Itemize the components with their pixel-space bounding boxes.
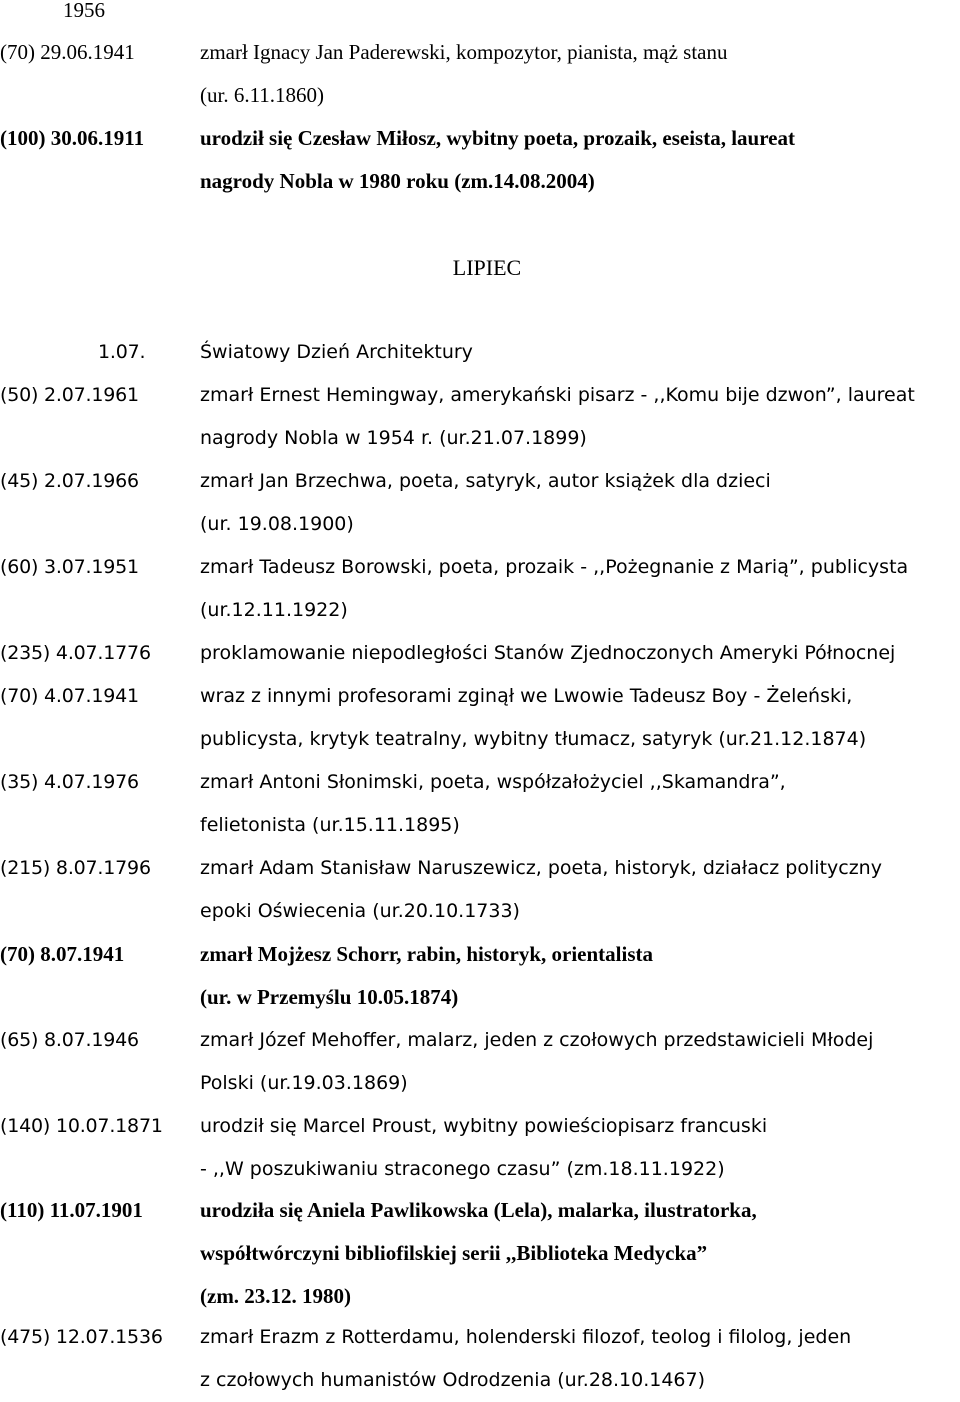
- entry-date: (70) 29.06.1941: [0, 40, 135, 64]
- entry-line: publicysta, krytyk teatralny, wybitny tłumacz, satyryk (ur.21.12.1874): [200, 728, 867, 750]
- entry-line: zmarł Tadeusz Borowski, poeta, prozaik - ,,Pożegnanie z Marią”, publicysta: [200, 556, 909, 578]
- entry-line: Światowy Dzień Architektury: [200, 341, 473, 363]
- entry-description: [200, 632, 960, 675]
- entry-date: (35) 4.07.1976: [0, 771, 139, 793]
- entry-date: (215) 8.07.1796: [0, 857, 151, 879]
- entry-date: (100) 30.06.1911: [0, 126, 145, 150]
- entry-line: urodził się Czesław Miłosz, wybitny poeta, prozaik, eseista, laureat: [200, 126, 795, 150]
- entry-description: [200, 1316, 960, 1402]
- entry-line: epoki Oświecenia (ur.20.10.1733): [200, 900, 520, 922]
- entry-line: - ,,W poszukiwaniu straconego czasu” (zm.18.11.1922): [200, 1158, 725, 1180]
- entry-line: Polski (ur.19.03.1869): [200, 1072, 408, 1094]
- entry-description: [200, 374, 960, 460]
- entry-line: zmarł Adam Stanisław Naruszewicz, poeta, historyk, działacz polityczny: [200, 857, 882, 879]
- entry-description: [200, 546, 960, 632]
- entry-line: zmarł Jan Brzechwa, poeta, satyryk, autor książek dla dzieci: [200, 470, 771, 492]
- entry-date: (65) 8.07.1946: [0, 1029, 139, 1051]
- entry-line: (ur. 6.11.1860): [200, 83, 325, 107]
- document-page: 1956 (70) 29.06.1941 zmarł Ignacy Jan Paderewski, kompozytor, pianista, mąż stanu (ur. 6.11.1860) (100) 30.06.1911 urodził się Czesław Miłosz, wybitny poeta, prozaik, eseista, laureat nagrody Nobla w 1980 roku (zm.14.08.2004) LIPIEC 1.07. Światowy Dzień Architektury (50) 2.07.1961 zmarł Ernest Hemingway, amerykański pisarz - ,,Komu bije dzwon”, laureat nagrody Nobla w 1954 r. (ur.21.07.1899) (45) 2.07.1966 zmarł Jan Brzechwa, poeta, satyryk, autor książek dla dzieci (ur. 19.08.1900) (60) 3.07.1951 zmarł Tadeusz Borowski, poeta, prozaik - ,,Pożegnanie z Marią”, publicysta (ur.12.11.1922) (235) 4.07.1776 proklamowanie niepodległości Stanów Zjednoczonych Ameryki Północnej (70) 4.07.1941 wraz z innymi profesorami zginął we Lwowie Tadeusz Boy - Żeleński, publicysta, krytyk teatralny, wybitny tłumacz, satyryk (ur.21.12.1874) (35) 4.07.1976 zmarł Antoni Słonimski, poeta, współzałożyciel ,,Skamandra”, felietonista (ur.15.11.1895) (215) 8.07.1796 zmarł Adam Stanisław Naruszewicz, poeta, historyk, działacz polityczny epoki Oświecenia (ur.20.10.1733) (70) 8.07.1941 zmarł Mojżesz Schorr, rabin, historyk, orientalista (ur. w Przemyślu 10.05.1874) (65) 8.07.1946 zmarł Józef Mehoffer, malarz, jeden z czołowych przedstawicieli Młodej Polski (ur.19.03.1869) (140) 10.07.1871 urodził się Marcel Proust, wybitny powieściopisarz francuski - ,,W poszukiwaniu straconego czasu” (zm.18.11.1922) (110) 11.07.1901 urodziła się Aniela Pawlikowska (Lela), malarka, ilustratorka, współtwórczyni bibliofilskiej serii ,,Biblioteka Medycka” (zm. 23.12. 1980) (475) 12.07.1536 zmarł Erazm z Rotterdamu, holenderski filozof, teolog i filolog, jeden z czołowych humanistów Odrodzenia (ur.28.10.1467): [0, 0, 960, 1396]
- entry-line: nagrody Nobla w 1954 r. (ur.21.07.1899): [200, 427, 587, 449]
- entry-line: proklamowanie niepodległości Stanów Zjednoczonych Ameryki Północnej: [200, 642, 896, 664]
- entry-line: nagrody Nobla w 1980 roku (zm.14.08.2004): [200, 169, 595, 193]
- entry-line: z czołowych humanistów Odrodzenia (ur.28.10.1467): [200, 1369, 706, 1391]
- entry-date: (45) 2.07.1966: [0, 470, 139, 492]
- entry-date: (475) 12.07.1536: [0, 1326, 163, 1348]
- entry-line: zmarł Ernest Hemingway, amerykański pisarz - ,,Komu bije dzwon”, laureat: [200, 384, 915, 406]
- entry-description: [200, 675, 960, 761]
- entry-line: zmarł Erazm z Rotterdamu, holenderski filozof, teolog i filolog, jeden: [200, 1326, 852, 1348]
- entry-date: (60) 3.07.1951: [0, 556, 139, 578]
- entry-line: zmarł Antoni Słonimski, poeta, współzałożyciel ,,Skamandra”,: [200, 771, 786, 793]
- header-year-line: [0, 0, 220, 26]
- entry-line: felietonista (ur.15.11.1895): [200, 814, 460, 836]
- entry-date: (50) 2.07.1961: [0, 384, 139, 406]
- entry-line: (ur.12.11.1922): [200, 599, 348, 621]
- entry-line: (zm. 23.12. 1980): [200, 1284, 352, 1308]
- section-title: LIPIEC: [452, 255, 522, 280]
- entry-description: [200, 117, 960, 203]
- entry-date: (140) 10.07.1871: [0, 1115, 163, 1137]
- entry-line: urodził się Marcel Proust, wybitny powieściopisarz francuski: [200, 1115, 768, 1137]
- entry-line: wraz z innymi profesorami zginął we Lwowie Tadeusz Boy - Żeleński,: [200, 685, 853, 707]
- entry-description: [200, 31, 960, 117]
- entry-line: urodziła się Aniela Pawlikowska (Lela), malarka, ilustratorka,: [200, 1198, 757, 1222]
- entry-line: (ur. 19.08.1900): [200, 513, 354, 535]
- entry-description: [200, 847, 960, 933]
- entry-date: (235) 4.07.1776: [0, 642, 151, 664]
- entry-line: zmarł Józef Mehoffer, malarz, jeden z czołowych przedstawicieli Młodej: [200, 1029, 874, 1051]
- entry-line: współtwórczyni bibliofilskiej serii ,,Biblioteka Medycka”: [200, 1241, 708, 1265]
- entry-description: [200, 1105, 960, 1191]
- entry-date: (70) 4.07.1941: [0, 685, 139, 707]
- entry-description: [200, 1189, 960, 1318]
- entry-description: [200, 460, 960, 546]
- entry-description: [200, 1019, 960, 1105]
- entry-line: zmarł Ignacy Jan Paderewski, kompozytor, pianista, mąż stanu: [200, 40, 728, 64]
- header-year: 1956: [63, 0, 105, 22]
- entry-date: (110) 11.07.1901: [0, 1198, 143, 1222]
- entry-date: (70) 8.07.1941: [0, 942, 125, 966]
- entry-description: [200, 331, 960, 374]
- entry-line: (ur. w Przemyślu 10.05.1874): [200, 985, 459, 1009]
- entry-description: [200, 933, 960, 1019]
- entry-description: [200, 761, 960, 847]
- entry-line: zmarł Mojżesz Schorr, rabin, historyk, orientalista: [200, 942, 653, 966]
